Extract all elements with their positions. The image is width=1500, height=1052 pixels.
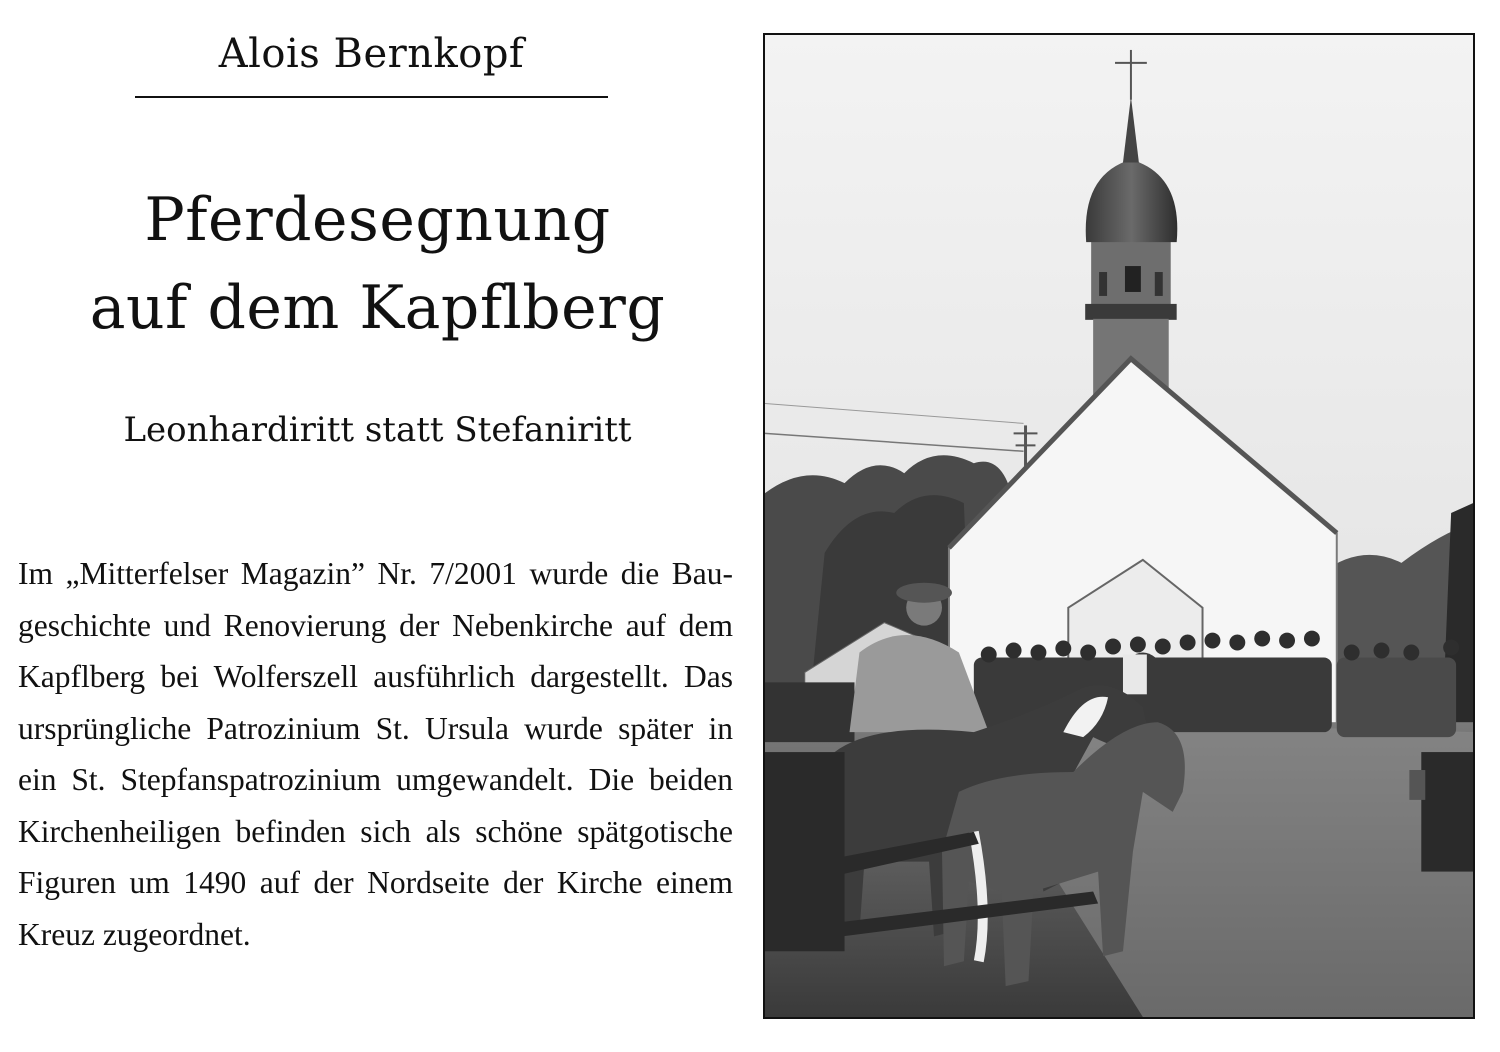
author-name: Alois Bernkopf <box>218 31 525 77</box>
cart-body <box>765 752 845 951</box>
rider-hat <box>896 583 952 603</box>
chapel-photo <box>763 33 1475 1019</box>
title-line-1: Pferdesegnung <box>144 185 611 255</box>
title-line-2: auf dem Kapflberg <box>89 273 666 343</box>
article-body: Im „Mitterfelser Magazin” Nr. 7/2001 wurde die Baugeschichte und Renovierung der Nebenkirche auf dem Kapflberg bei Wolferszell ausführlich dargestellt. Das ursprüngliche Patrozinium St. Ursula wurde später in ein St. Stepfanspatrozinium umgewandelt. Die beiden Kirchenheiligen befinden sich als schöne spätgotische Figuren um 1490 auf der Nordseite der Kirche einem Kreuz zugeordnet. <box>18 556 733 952</box>
article-title <box>20 176 735 352</box>
priest-robe <box>1123 654 1147 694</box>
chapel-photo-illustration <box>765 35 1473 1017</box>
author-divider <box>135 96 608 98</box>
wagon-right <box>1421 752 1473 872</box>
tower-window <box>1125 266 1141 292</box>
article-subtitle: Leonhardiritt statt Stefaniritt <box>123 410 632 450</box>
